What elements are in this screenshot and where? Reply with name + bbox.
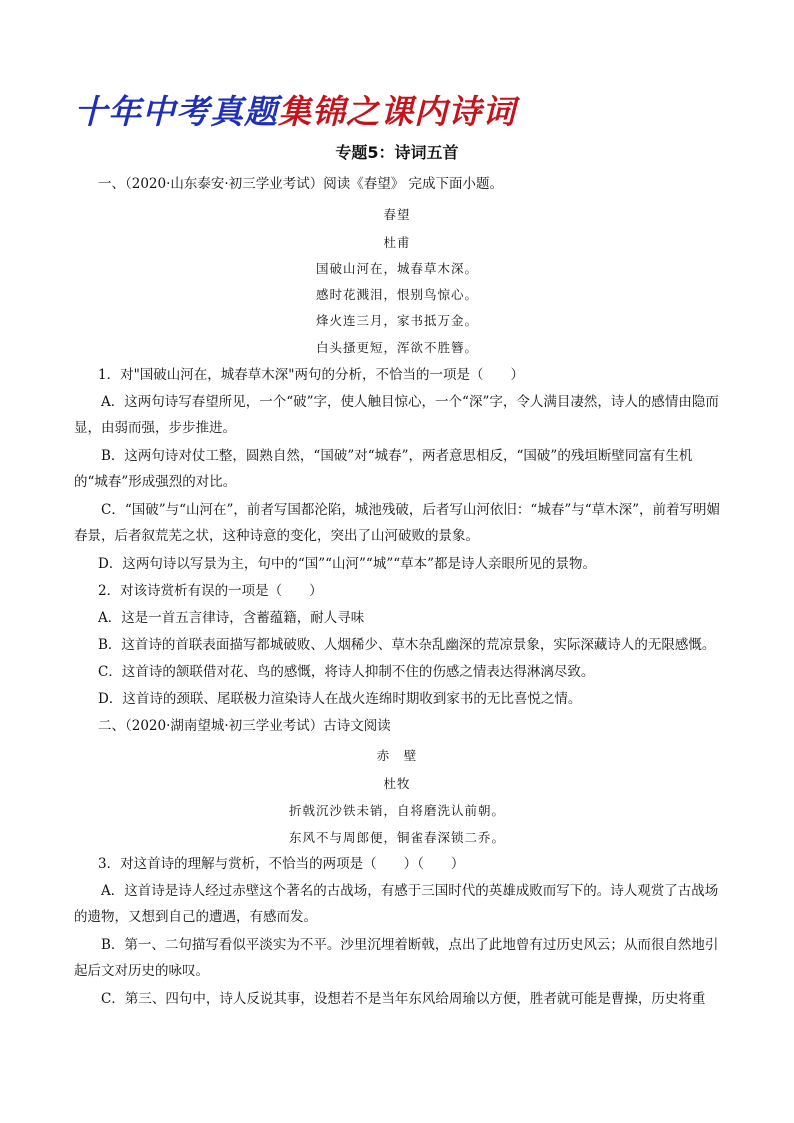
q1-option-c: C．“国破”与“山河在”，前者写国都沦陷，城池残破，后者写山河依旧：“城春”与“草木深”，前着写明媚春景，后者叙荒芜之状，这种诗意的变化，突出了山河破败的景象。 [74,502,721,544]
question-3: 3．对这首诗的理解与赏析，不恰当的两项是（ ）（ ） [98,856,465,872]
banner-part-blue: 十年中考真题 [74,92,278,131]
topic-title: 专题5：诗词五首 [335,143,459,162]
q1-option-d: D．这两句诗以写景为主，句中的“国”“山河”“城”“草本”都是诗人亲眼所见的景物。 [98,556,597,572]
q2-poem-line: 东风不与周郎便，铜雀春深锁二乔。 [288,830,505,845]
q1-poem-title: 春望 [383,207,411,222]
banner-part-red: 集锦之课内诗词 [278,92,516,131]
q1-option-b: B．这两句诗对仗工整，圆熟自然，“国破”对“城春”，两者意思相反，“国破”的残垣断壁同富有生机的“城春”形成强烈的对比。 [74,448,693,490]
q1-poem-line: 烽火连三月，家书抵万金。 [315,313,478,328]
question-2: 2．对该诗赏析有误的一项是（ ） [98,583,323,599]
q1-poem-line: 感时花溅泪，恨别鸟惊心。 [315,287,478,302]
q3-option-b: B．第一、二句描写看似平淡实为不平。沙里沉埋着断戟，点出了此地曾有过历史风云；从而很自然地引起后文对历史的咏叹。 [74,937,719,979]
question-1: 1．对"国破山河在，城春草木深"两句的分析，不恰当的一项是（ ） [98,367,525,383]
q3-option-c: C．第三、四句中，诗人反说其事，设想若不是当年东风给周瑜以方便，胜者就可能是曹操，历史将重 [101,991,706,1007]
q2-intro: 二、（2020·湖南望城·初三学业考试）古诗文阅读 [98,718,391,734]
q2-option-a: A．这是一首五言律诗，含蓄蕴籍，耐人寻味 [98,610,365,626]
series-banner [74,86,516,133]
q3-option-a: A．这首诗是诗人经过赤壁这个著名的古战场，有感于三国时代的英雄成败而写下的。诗人观赏了古战场的遗物，又想到自己的遭遇，有感而发。 [74,883,719,925]
q1-poem-line: 国破山河在，城春草木深。 [315,261,478,276]
q1-option-a: A．这两句诗写春望所见，一个“破”字，使人触目惊心，一个“深”字，令人满目凄然，诗人的感情由隐而显，由弱而强，步步推进。 [74,394,719,436]
q2-option-c: C．这首诗的颔联借对花、鸟的感慨，将诗人抑制不住的伤感之情表达得淋漓尽致。 [98,664,595,680]
q1-intro: 一、（2020·山东泰安·初三学业考试）阅读《春望》 完成下面小题。 [98,176,503,192]
q1-poem-author: 杜甫 [383,235,411,250]
q2-poem-title: 赤 壁 [376,748,418,763]
q2-poem-author: 杜牧 [383,776,411,791]
q2-option-d: D．这首诗的颈联、尾联极力渲染诗人在战火连绵时期收到家书的无比喜悦之情。 [98,691,582,707]
q1-poem-line: 白头搔更短，浑欲不胜簪。 [315,340,478,355]
q2-option-b: B．这首诗的首联表面描写都城破败、人烟稀少、草木杂乱幽深的荒凉景象，实际深藏诗人的无限感慨。 [98,637,716,653]
q2-poem-line: 折戟沉沙铁未销，自将磨洗认前朝。 [288,803,505,818]
